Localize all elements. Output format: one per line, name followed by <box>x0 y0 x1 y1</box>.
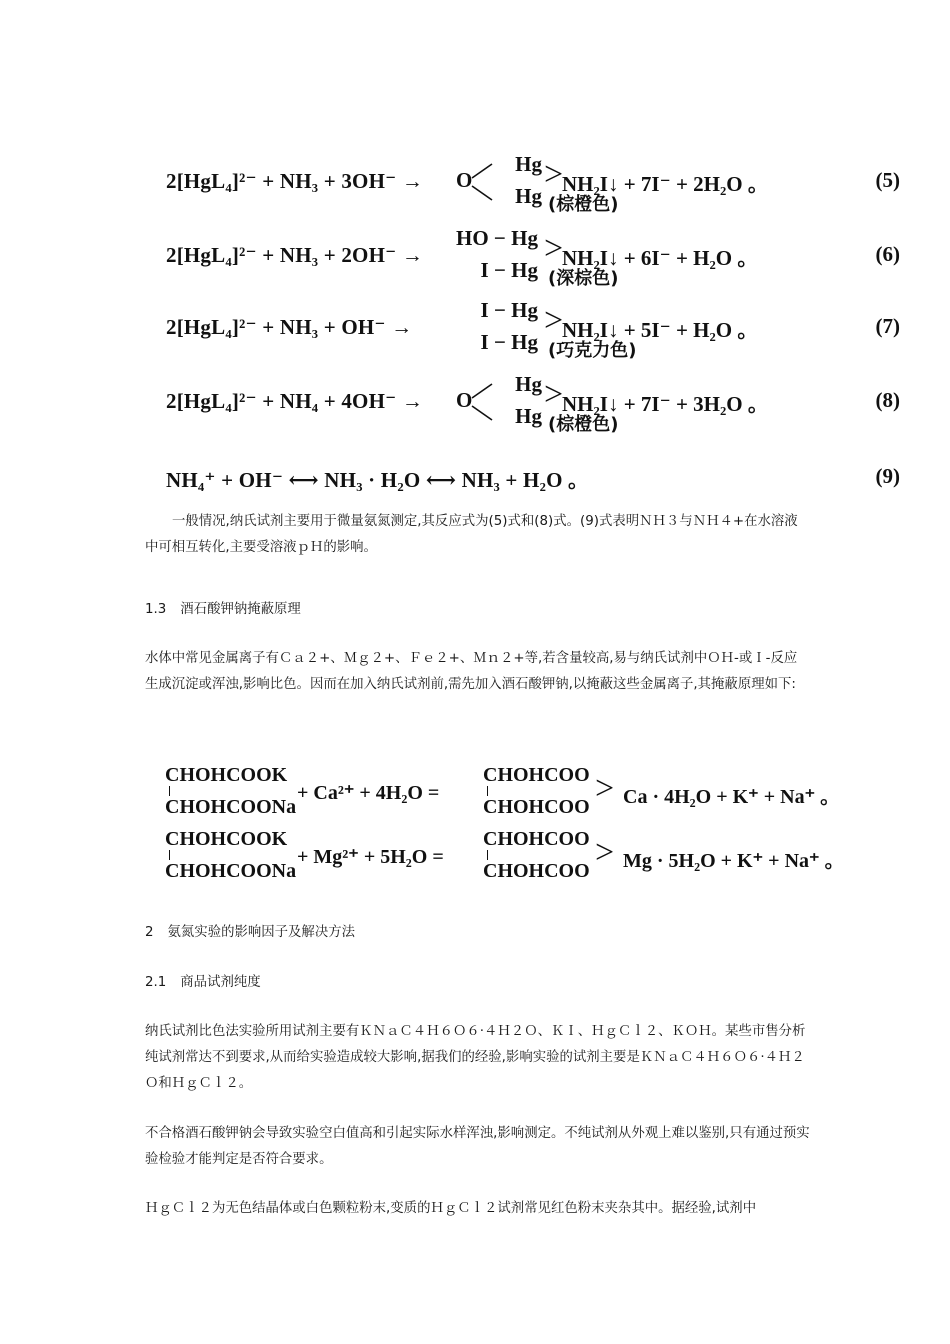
product-tail: Ca · 4H₂O + K⁺ + Na⁺ 。 <box>623 786 841 808</box>
section-heading-1-3 <box>145 600 301 620</box>
bond-bar <box>169 850 170 860</box>
section-title: 氨氮实验的影响因子及解决方法 <box>167 925 355 940</box>
tartrate-equation-mg <box>165 824 885 888</box>
group-top: Hg <box>515 372 542 396</box>
equation-number: (7) <box>875 314 900 338</box>
equation-text: NH₄⁺ + OH⁻ ⟷ NH₃ · H₂O ⟷ NH₃ + H₂O 。 <box>166 468 590 492</box>
bond-bar <box>487 786 488 796</box>
section-heading-2-1 <box>145 973 261 993</box>
group-bottom: Hg <box>515 184 542 208</box>
equation-9 <box>160 446 900 510</box>
section-heading-2 <box>145 923 355 943</box>
section-title: 商品试剂纯度 <box>180 975 261 990</box>
oxygen-atom: O <box>456 388 473 412</box>
equation-rhs: NH₂I↓ + 6I⁻ + H₂O 。 <box>562 246 759 270</box>
mercury-group <box>446 296 546 360</box>
reactant-top: CHOHCOOK <box>165 764 288 786</box>
group-top: HO − Hg <box>456 226 538 250</box>
equation-number: (9) <box>875 464 900 488</box>
angle-brace: > <box>544 302 564 339</box>
paragraph-masking: 水体中常见金属离子有Ｃａ２+、Ｍｇ２+、Ｆｅ２+、Ｍｎ２+等,若含量较高,易与纳氏试剂中ＯＨ-或Ｉ-反应生成沉淀或浑浊,影响比色。因而在加入纳氏试剂前,需先加入酒石酸钾钠,以掩蔽这些金属离子,其掩蔽原理如下: <box>145 651 798 692</box>
equation-lhs: 2[HgL₄]²⁻ + NH₃ + 2OH⁻ → <box>166 243 424 267</box>
angle-brace: > <box>544 156 564 193</box>
product-top: CHOHCOO <box>483 764 590 786</box>
equation-8 <box>160 370 900 434</box>
equation-7 <box>160 296 900 360</box>
angle-brace: > <box>544 230 564 267</box>
reaction-middle: + Ca²⁺ + 4H₂O = <box>297 782 440 804</box>
section-number: 2 <box>145 925 154 940</box>
group-top: Hg <box>515 152 542 176</box>
section-number: 2.1 <box>145 975 167 990</box>
equation-rhs: NH₂I↓ + 5I⁻ + H₂O 。 <box>562 318 759 342</box>
tartrate-equation-ca <box>165 760 885 824</box>
reactant-bottom: CHOHCOONa <box>165 860 297 882</box>
mercury-group <box>436 224 546 288</box>
angle-brace: > <box>595 834 615 871</box>
equation-number: (8) <box>875 388 900 412</box>
equation-lhs: 2[HgL₄]²⁻ + NH₄ + 4OH⁻ → <box>166 389 424 413</box>
mercury-group <box>450 150 550 214</box>
group-top: I − Hg <box>480 298 538 322</box>
equation-rhs: NH₂I↓ + 7I⁻ + 3H₂O 。 <box>562 392 769 416</box>
reactant-bottom: CHOHCOONa <box>165 796 297 818</box>
paragraph-reaction-note: 一般情况,纳氏试剂主要用于微量氨氮测定,其反应式为(5)式和(8)式。(9)式表明ＮＨ３与ＮＨ４+在水溶液中可相互转化,主要受溶液ｐＨ的影响。 <box>145 514 798 555</box>
equation-number: (6) <box>875 242 900 266</box>
paragraph-reagents: 纳氏试剂比色法实验所用试剂主要有ＫＮａＣ４Ｈ６Ｏ６·４Ｈ２Ｏ、ＫＩ、ＨｇＣｌ２、ＫＯＨ。某些市售分析纯试剂常达不到要求,从而给实验造成较大影响,据我们的经验,影响实验的试剂主要是ＫＮａＣ４Ｈ６Ｏ６·４Ｈ２Ｏ和ＨｇＣｌ２。 <box>145 1024 806 1091</box>
group-bottom: I − Hg <box>480 330 538 354</box>
equation-lhs: 2[HgL₄]²⁻ + NH₃ + 3OH⁻ → <box>166 169 424 193</box>
group-bottom: Hg <box>515 404 542 428</box>
group-bottom: I − Hg <box>480 258 538 282</box>
product-bottom: CHOHCOO <box>483 796 590 818</box>
equation-5 <box>160 150 900 214</box>
paragraph-hgcl2: ＨｇＣｌ２为无色结晶体或白色颗粒粉末,变质的ＨｇＣｌ２试剂常见红色粉末夹杂其中。据经验,试剂中 <box>145 1201 757 1216</box>
precipitate-color: (棕橙色) <box>548 194 619 215</box>
reactant-top: CHOHCOOK <box>165 828 288 850</box>
bond-bar <box>487 850 488 860</box>
mercury-group <box>450 370 550 434</box>
precipitate-color: (巧克力色) <box>548 340 637 361</box>
equation-rhs: NH₂I↓ + 7I⁻ + 2H₂O 。 <box>562 172 769 196</box>
paragraph-tartrate-quality: 不合格酒石酸钾钠会导致实验空白值高和引起实际水样浑浊,影响测定。不纯试剂从外观上难以鉴别,只有通过预实验检验才能判定是否符合要求。 <box>145 1126 810 1167</box>
equation-6 <box>160 224 900 288</box>
angle-brace: > <box>544 376 564 413</box>
angle-brace: > <box>595 770 615 807</box>
reaction-middle: + Mg²⁺ + 5H₂O = <box>297 846 444 868</box>
section-number: 1.3 <box>145 602 167 617</box>
oxygen-atom: O <box>456 168 473 192</box>
precipitate-color: (棕橙色) <box>548 414 619 435</box>
equation-lhs: 2[HgL₄]²⁻ + NH₃ + OH⁻ → <box>166 315 413 339</box>
product-top: CHOHCOO <box>483 828 590 850</box>
bond-bar <box>169 786 170 796</box>
product-tail: Mg · 5H₂O + K⁺ + Na⁺ 。 <box>623 850 845 872</box>
equation-number: (5) <box>875 168 900 192</box>
product-bottom: CHOHCOO <box>483 860 590 882</box>
precipitate-color: (深棕色) <box>548 268 619 289</box>
section-title: 酒石酸钾钠掩蔽原理 <box>180 602 301 617</box>
